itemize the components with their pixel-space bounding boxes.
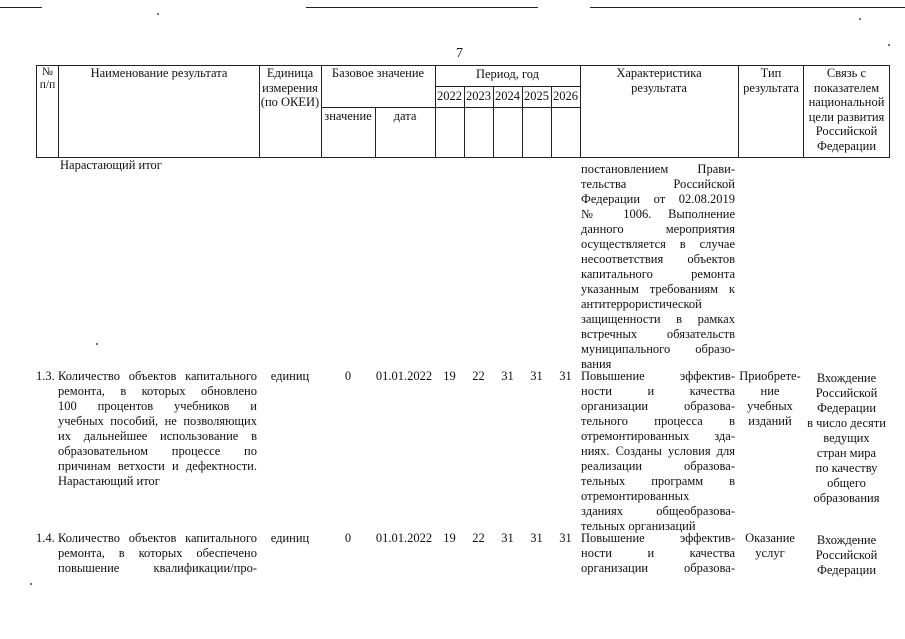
text-line: отремонтированных зда-	[581, 429, 735, 443]
page-number: 7	[456, 46, 463, 61]
row-value-2026: 31	[559, 531, 572, 545]
text-line: стран мира	[816, 446, 877, 460]
row-value-2023: 22	[472, 531, 485, 545]
text-line: ведущих	[823, 431, 870, 445]
text-line: встречных обязательств	[581, 327, 735, 341]
text-line: Количество объектов капитального	[58, 369, 257, 383]
text-line: повышение квалификации/про-	[58, 561, 257, 575]
text-line: образовательном процессе по	[58, 444, 257, 458]
text-line: причинам ветхости и дефектности.	[58, 459, 257, 473]
row-base-value: 0	[344, 531, 352, 545]
header-period: Период, год	[475, 67, 540, 81]
row-base-date: 01.01.2022	[375, 369, 433, 383]
text-line: реализации образова-	[581, 459, 735, 473]
text-line: указанным требованиям к	[581, 282, 735, 296]
characteristic-continuation	[581, 162, 735, 372]
text-line: Федерации от 02.08.2019	[581, 192, 735, 206]
row-value-2025: 31	[530, 531, 543, 545]
row-name-continuation: Нарастающий итог	[60, 158, 162, 172]
text-line: Вхождение	[816, 533, 877, 547]
text-line: ремонта, в которых обновлено	[58, 384, 257, 398]
header-result-name: Наименование результата	[90, 66, 228, 80]
row-result-name	[58, 369, 257, 489]
row-base-date: 01.01.2022	[375, 531, 433, 545]
text-line: Приобрете-	[739, 369, 801, 383]
row-unit: единиц	[270, 369, 310, 383]
header-year: 2024	[495, 89, 520, 103]
text-line: Вхождение	[816, 371, 877, 385]
row-value-2026: 31	[559, 369, 572, 383]
row-result-name	[58, 531, 257, 576]
row-national-goal-link	[801, 533, 892, 578]
row-value-2024: 31	[501, 369, 514, 383]
header-national-goal-link: Связь с показателем национальной цели развития Российской Федерации	[808, 66, 885, 153]
text-line: антитеррористической	[581, 297, 702, 311]
scan-edge-line	[306, 7, 538, 8]
text-line: ности и качества	[581, 384, 735, 398]
text-line: учебных пособий, не позволяющих	[58, 414, 257, 428]
header-year: 2022	[437, 89, 462, 103]
text-line: Оказание	[745, 531, 795, 545]
header-year: 2023	[466, 89, 491, 103]
text-line: защищенности в рамках	[581, 312, 735, 326]
text-line: ремонта, в которых обеспечено	[58, 546, 257, 560]
text-line: отремонтированных	[581, 489, 690, 503]
scan-speckle	[157, 13, 159, 15]
text-line: постановлением Прави-	[581, 162, 735, 176]
text-line: организации образова-	[581, 561, 735, 575]
text-line: несоответствия объектов	[581, 252, 735, 266]
text-line: муниципального образо-	[581, 342, 735, 356]
text-line: общего	[827, 476, 866, 490]
text-line: учебных	[747, 399, 793, 413]
text-line: в число десяти	[807, 416, 886, 430]
text-line: ние	[760, 384, 780, 398]
row-number: 1.3.	[36, 369, 55, 383]
row-value-2022: 19	[443, 531, 456, 545]
row-characteristic	[581, 369, 735, 534]
header-year: 2025	[524, 89, 549, 103]
text-line: Количество объектов капитального	[58, 531, 257, 545]
row-unit: единиц	[270, 531, 310, 545]
scan-edge-line	[590, 7, 905, 8]
header-base-value-value: значение	[324, 109, 372, 123]
text-line: Нарастающий итог	[58, 474, 160, 488]
text-line: по качеству	[815, 461, 878, 475]
text-line: № 1006. Выполнение	[581, 207, 735, 221]
text-line: данного мероприятия	[581, 222, 735, 236]
row-result-type	[735, 531, 805, 561]
text-line: тельных организаций	[581, 519, 696, 533]
text-line: организации образова-	[581, 399, 735, 413]
text-line: ниях. Созданы условия для	[581, 444, 735, 458]
row-value-2025: 31	[530, 369, 543, 383]
scan-speckle	[96, 343, 98, 345]
text-line: Российской	[815, 548, 878, 562]
scan-speckle	[30, 583, 32, 585]
text-line: Российской	[815, 386, 878, 400]
row-characteristic	[581, 531, 735, 576]
row-value-2022: 19	[443, 369, 456, 383]
scan-edge-line	[0, 7, 42, 8]
row-base-value: 0	[344, 369, 352, 383]
text-line: тельства Российской	[581, 177, 735, 191]
text-line: вания	[581, 357, 612, 371]
text-line: Повышение эффектив-	[581, 531, 735, 545]
text-line: Повышение эффектив-	[581, 369, 735, 383]
header-year: 2026	[553, 89, 578, 103]
row-national-goal-link	[801, 371, 892, 506]
row-value-2023: 22	[472, 369, 485, 383]
text-line: Федерации	[816, 401, 877, 415]
header-base-value-date: дата	[393, 109, 417, 123]
text-line: Федерации	[816, 563, 877, 577]
text-line: тельных программ в	[581, 474, 735, 488]
header-characteristic: Характеристика результата	[616, 66, 702, 95]
text-line: осуществляется в случае	[581, 237, 735, 251]
text-line: зданиях общеобразова-	[581, 504, 735, 518]
text-line: изданий	[748, 414, 792, 428]
header-base-value: Базовое значение	[331, 66, 425, 80]
text-line: ности и качества	[581, 546, 735, 560]
text-line: капитального ремонта	[581, 267, 735, 281]
header-result-type: Тип результата	[743, 66, 799, 95]
text-line: образования	[813, 491, 880, 505]
row-value-2024: 31	[501, 531, 514, 545]
header-number: № п/п	[39, 66, 56, 91]
text-line: 100 процентов учебников и	[58, 399, 257, 413]
row-result-type	[735, 369, 805, 429]
scan-speckle	[859, 18, 861, 20]
header-unit: Единица измерения (по ОКЕИ)	[260, 66, 320, 109]
row-number: 1.4.	[36, 531, 55, 545]
text-line: услуг	[755, 546, 785, 560]
text-line: их дальнейшее использование в	[58, 429, 257, 443]
text-line: тельного процесса в	[581, 414, 735, 428]
scan-speckle	[888, 44, 890, 46]
